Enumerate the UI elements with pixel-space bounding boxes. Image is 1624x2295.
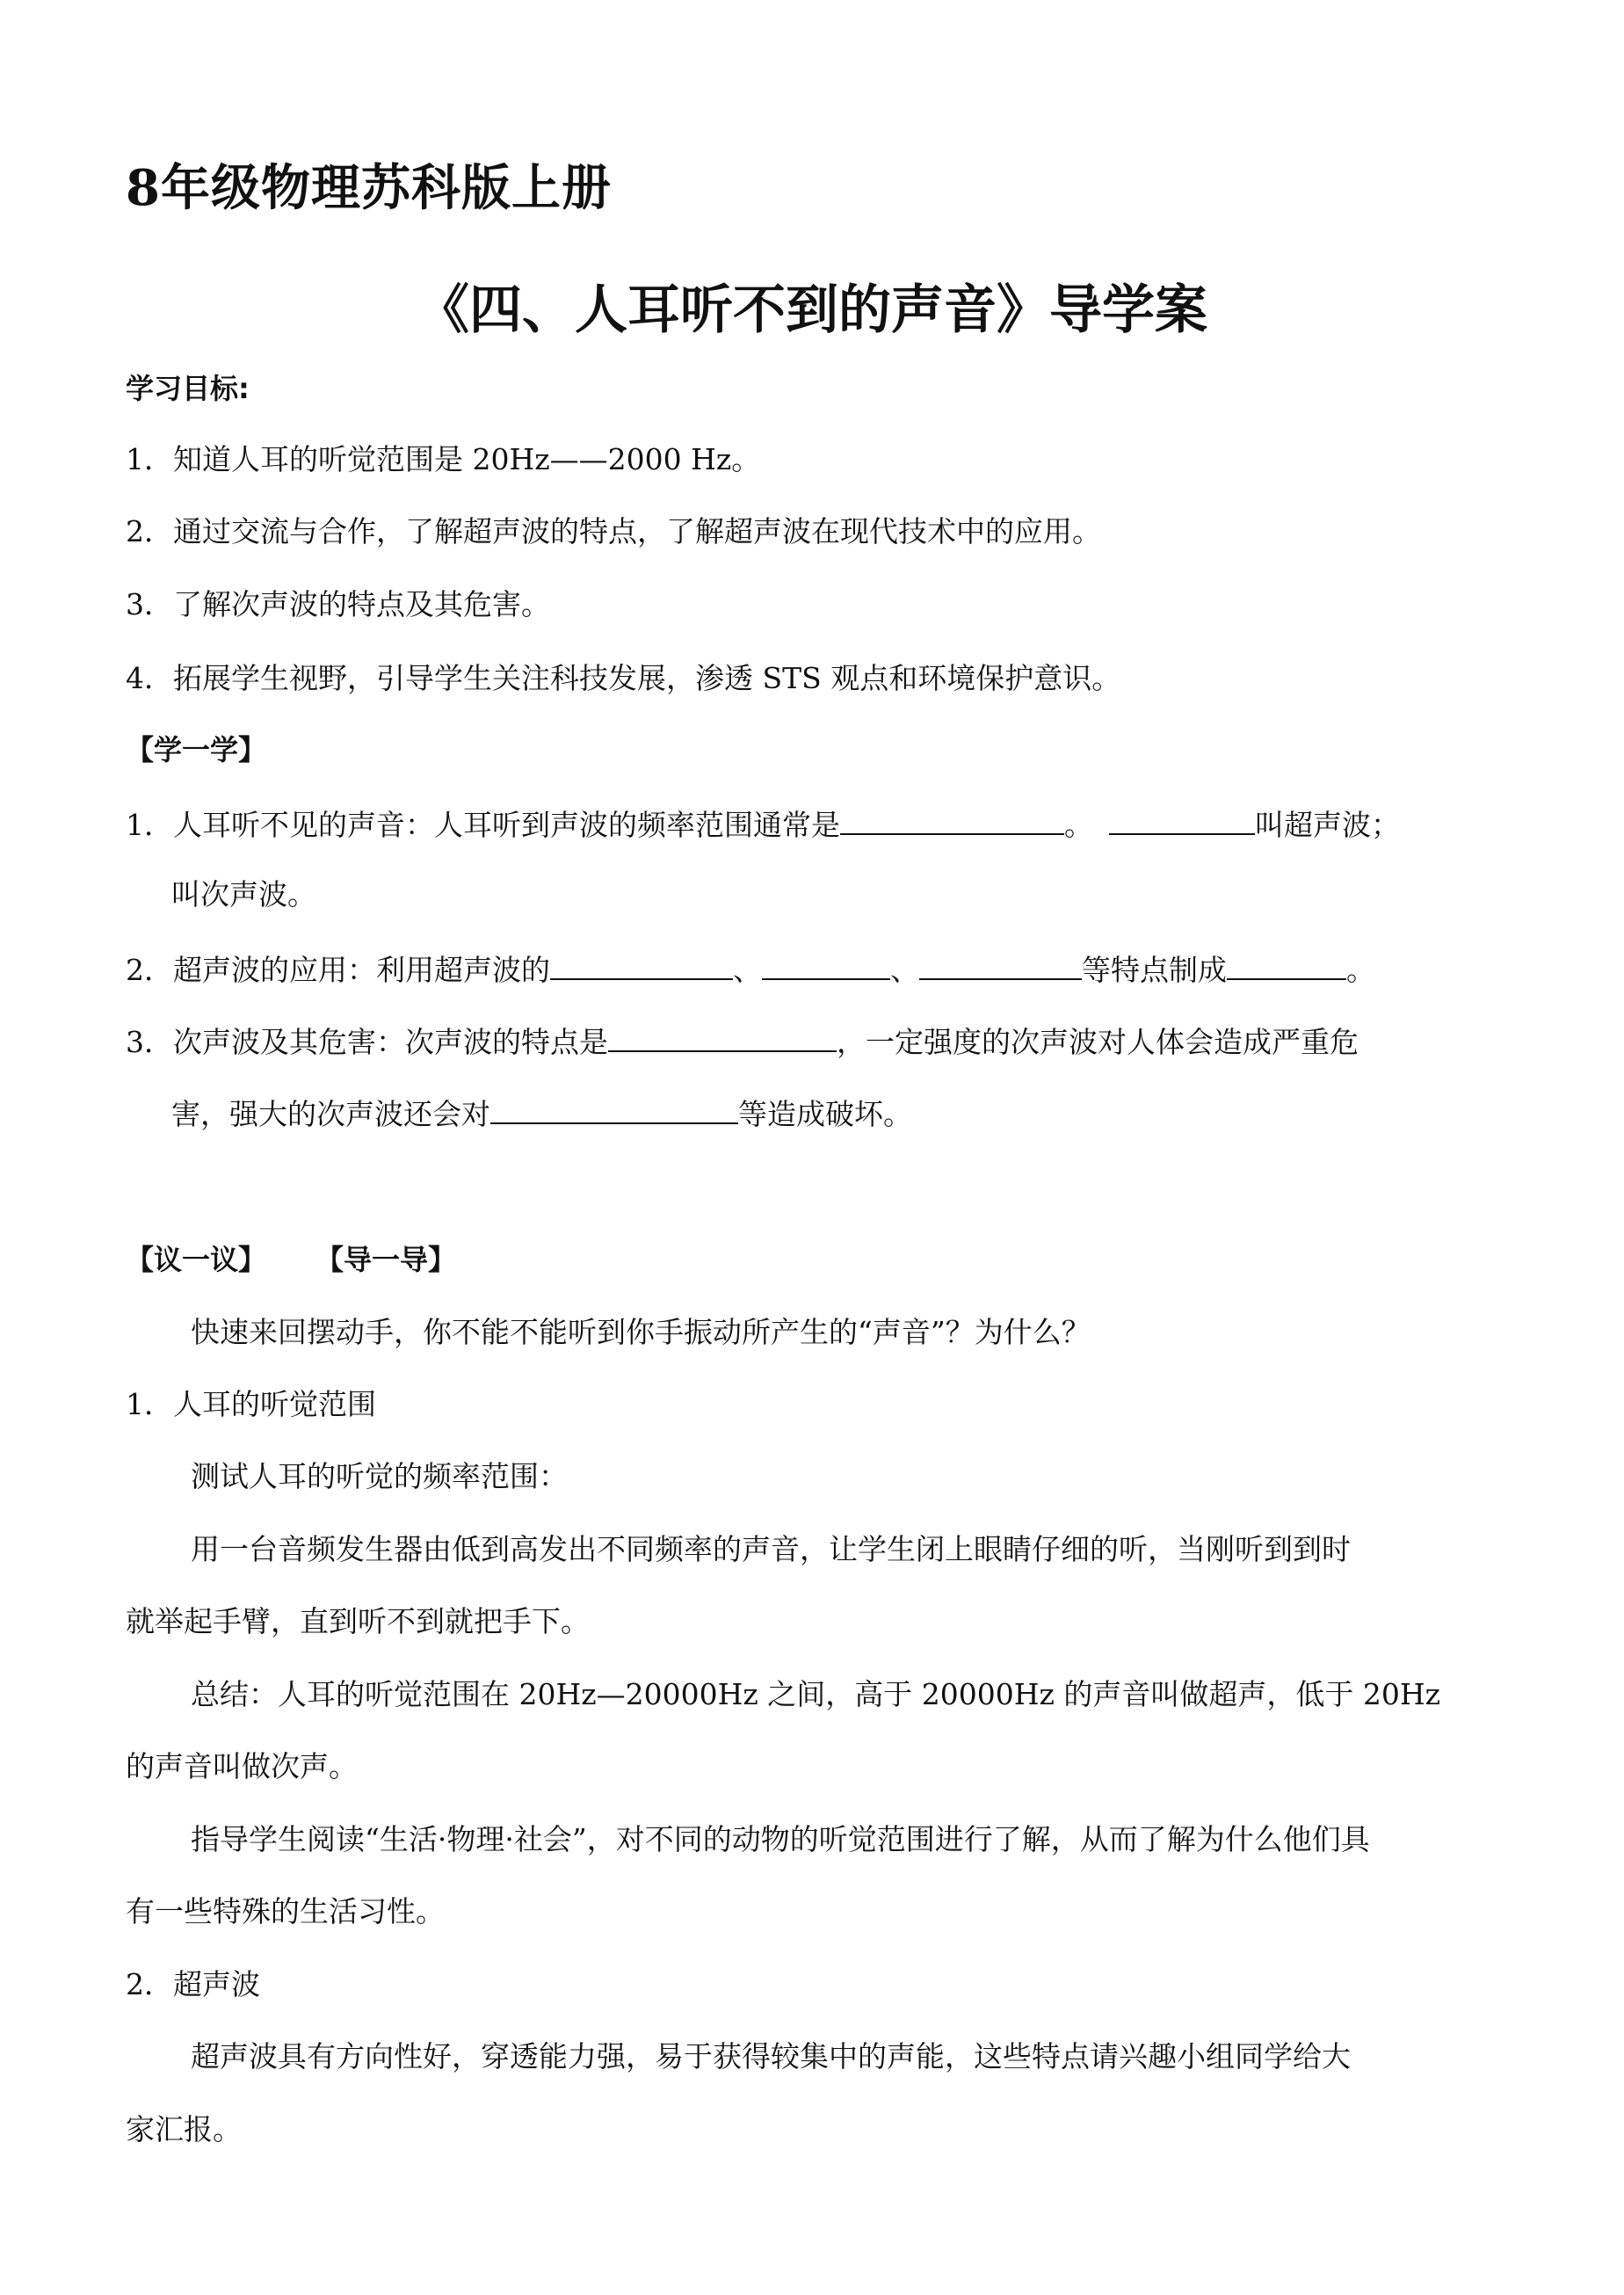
discuss-intro: 快速来回摆动手，你不能不能听到你手振动所产生的“声音”？为什么？ xyxy=(191,1315,1091,1349)
q3-blank-damage[interactable] xyxy=(490,1096,738,1124)
section-1-p2-line2: 就举起手臂，直到听不到就把手下。 xyxy=(126,1604,590,1638)
learn-heading: 【学一学】 xyxy=(126,733,267,766)
section-2-p1-line2: 家汇报。 xyxy=(126,2112,242,2146)
q1-blank-ultrasonic[interactable] xyxy=(1109,807,1255,835)
q1-blank-range[interactable] xyxy=(840,807,1064,835)
learn-question-1-cont: 叫次声波。 xyxy=(171,877,316,911)
section-2-p1-line1: 超声波具有方向性好，穿透能力强，易于获得较集中的声能，这些特点请兴趣小组同学给大 xyxy=(191,2039,1351,2073)
learn-question-3-cont xyxy=(171,1096,912,1132)
objective-item-3: 3．了解次声波的特点及其危害。 xyxy=(126,587,550,621)
section-1-p1: 测试人耳的听觉的频率范围： xyxy=(191,1459,568,1493)
q2-sep-1: 、 xyxy=(733,953,762,987)
discuss-heading-b: 【导一导】 xyxy=(315,1243,457,1276)
learn-question-3 xyxy=(126,1024,1359,1060)
q3-text-c: 害，强大的次声波还会对 xyxy=(171,1097,490,1131)
objective-item-1: 1．知道人耳的听觉范围是 20Hz——2000 Hz。 xyxy=(126,442,761,476)
objective-item-4: 4．拓展学生视野，引导学生关注科技发展，渗透 STS 观点和环境保护意识。 xyxy=(126,661,1121,695)
q3-text-b: ，一定强度的次声波对人体会造成严重危 xyxy=(837,1025,1359,1059)
discuss-heading xyxy=(126,1242,456,1277)
section-1-title: 1．人耳的听觉范围 xyxy=(126,1387,376,1421)
q3-text-d: 等造成破坏。 xyxy=(738,1097,912,1131)
section-1-p2-line1: 用一台音频发生器由低到高发出不同频率的声音，让学生闭上眼睛仔细的听，当刚听到到时 xyxy=(191,1532,1351,1566)
q1-text-b: 。 xyxy=(1064,808,1093,842)
objective-item-2: 2．通过交流与合作，了解超声波的特点，了解超声波在现代技术中的应用。 xyxy=(126,514,1101,548)
grade-title: 8年级物理苏科版上册 xyxy=(126,159,612,217)
discuss-heading-a: 【议一议】 xyxy=(126,1243,267,1276)
learn-question-2 xyxy=(126,952,1375,988)
q1-text-c: 叫超声波； xyxy=(1255,808,1400,842)
q3-blank-feature[interactable] xyxy=(608,1024,837,1052)
q2-blank-3[interactable] xyxy=(919,952,1082,980)
section-2-title: 2．超声波 xyxy=(126,1967,260,2001)
q2-text-b: 等特点制成 xyxy=(1082,953,1227,987)
section-1-p3-line1: 总结：人耳的听觉范围在 20Hz—20000Hz 之间，高于 20000Hz 的声音叫做超声，低于 20Hz xyxy=(191,1677,1441,1711)
q2-blank-4[interactable] xyxy=(1227,952,1346,980)
learn-question-1 xyxy=(126,807,1400,843)
q2-sep-2: 、 xyxy=(890,953,919,987)
section-1-p4-line2: 有一些特殊的生活习性。 xyxy=(126,1894,445,1928)
q2-blank-2[interactable] xyxy=(762,952,890,980)
section-1-p3-line2: 的声音叫做次声。 xyxy=(126,1749,358,1783)
section-1-p4-line1: 指导学生阅读“生活·物理·社会”，对不同的动物的听觉范围进行了解，从而了解为什么他们具 xyxy=(191,1822,1370,1856)
q3-text-a: 3．次声波及其危害：次声波的特点是 xyxy=(126,1025,608,1059)
objectives-heading: 学习目标: xyxy=(126,372,250,405)
q2-text-a: 2．超声波的应用：利用超声波的 xyxy=(126,953,550,987)
q2-text-c: 。 xyxy=(1346,953,1375,987)
q2-blank-1[interactable] xyxy=(550,952,733,980)
main-title: 《四、人耳听不到的声音》导学案 xyxy=(417,280,1207,341)
q1-text-a: 1．人耳听不见的声音：人耳听到声波的频率范围通常是 xyxy=(126,808,840,842)
